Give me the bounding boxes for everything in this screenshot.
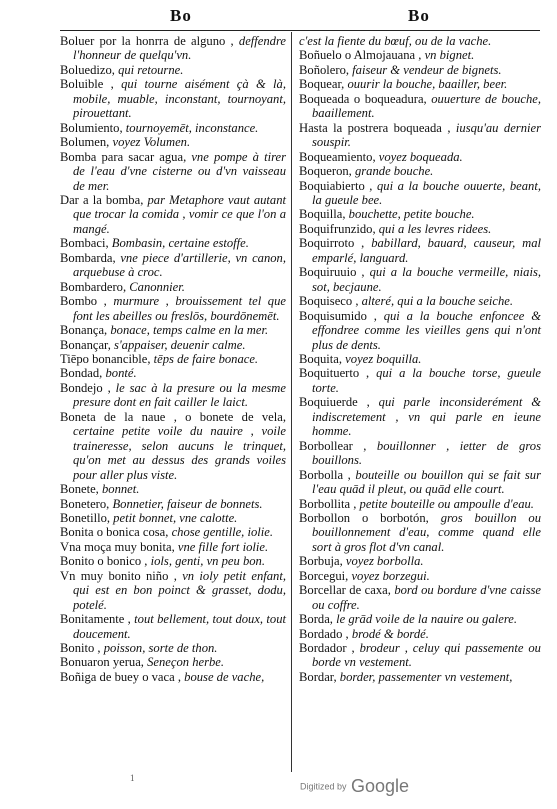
entry-definition: vne pompe à tirer de l'eau d'vne cisterne ou d'vn vaisseau de mer. <box>73 149 290 193</box>
entry-definition: tournoyemēt, inconstance. <box>122 120 259 135</box>
dictionary-entry <box>60 568 290 612</box>
entry-headword: Bordador , <box>299 641 355 656</box>
dictionary-entry <box>299 294 541 308</box>
entry-headword: Borbolla , <box>299 467 351 482</box>
entry-headword: Borbuja, <box>299 554 343 569</box>
entry-definition: alteré, qui a la bouche seiche. <box>358 294 514 309</box>
entry-headword: Vna moça muy bonita, <box>60 539 175 554</box>
entry-definition: vn bignet. <box>421 48 475 63</box>
dictionary-entry <box>60 63 286 77</box>
entry-headword: Bomba para sacar agua, <box>60 149 187 164</box>
entry-headword: Boqueada o boqueadura, <box>299 91 427 106</box>
dictionary-entry <box>299 554 541 568</box>
signature-mark: 1 <box>130 773 135 783</box>
entry-headword: Boquiruuio , <box>299 265 365 280</box>
dictionary-entry <box>299 366 545 395</box>
entry-headword: Boquiuerde , <box>299 395 370 410</box>
entry-definition: qui tourne aisément çà & là, mobile, muable, inconstant, tournoyant, pirouettant. <box>73 77 290 121</box>
entry-definition: le sac à la presure ou la mesme presure dont en fait cailler le laict. <box>73 380 290 410</box>
entry-headword: Bombaci, <box>60 236 109 251</box>
entry-headword: Bonança, <box>60 323 108 338</box>
entry-definition: deffendre l'honneur de quelqu'vn. <box>73 34 290 63</box>
entry-definition: voyez borbolla. <box>342 554 424 569</box>
entry-definition: certaine petite voile du nauire , voile traineresse, selon aucuns le trinquet, qu'on met au dessus des grands voiles pour aller plus viste. <box>73 409 290 482</box>
entry-headword: Bordar, <box>299 669 337 684</box>
dictionary-entry <box>299 641 545 670</box>
entry-definition: bonté. <box>102 366 137 381</box>
entry-headword: Boquisumido , <box>299 308 377 323</box>
entry-definition: bouchette, petite bouche. <box>345 207 475 222</box>
entry-definition: bonnet. <box>98 482 140 497</box>
dictionary-entry <box>60 280 286 294</box>
entry-definition: Bombasin, certaine estoffe. <box>108 236 249 251</box>
entry-definition: poisson, sorte de thon. <box>100 641 218 656</box>
entry-definition: vne fille fort iolie. <box>174 539 269 554</box>
dictionary-entry <box>60 409 290 482</box>
entry-headword: Tiēpo bonancible, <box>60 351 151 366</box>
right-column <box>299 34 545 684</box>
dictionary-entry <box>299 48 541 62</box>
dictionary-entry <box>299 308 545 352</box>
dictionary-entry <box>299 63 541 77</box>
dictionary-entry <box>299 438 545 468</box>
entry-definition: Bonnetier, faiseur de bonnets. <box>109 496 263 511</box>
entry-headword: Bonuaron yerua, <box>60 655 144 670</box>
dictionary-entry <box>60 323 286 337</box>
entry-headword: Vn muy bonito niño , <box>60 568 177 583</box>
dictionary-entry <box>299 150 541 164</box>
left-column <box>60 34 290 684</box>
dictionary-entry <box>60 192 290 236</box>
dictionary-entry <box>60 294 290 323</box>
dictionary-entry <box>299 178 545 208</box>
dictionary-entry <box>299 236 545 265</box>
entry-headword: Boqueamiento, <box>299 149 376 164</box>
entry-definition: brodé & bordé. <box>348 626 429 641</box>
dictionary-entry <box>60 497 286 511</box>
entry-definition: grande bouche. <box>351 164 434 179</box>
entry-headword: Boñolero, <box>299 62 350 77</box>
dictionary-entry <box>60 482 286 496</box>
entry-definition: qui parle inconsiderément & indiscretement , vn qui parle en ieune homme. <box>312 395 545 439</box>
running-head-right: Bo <box>408 6 430 25</box>
entry-definition: vne piece d'artillerie, vn canon, arquebuse à croc. <box>73 250 290 280</box>
dictionary-entry <box>60 250 290 280</box>
entry-headword: Bonito o bonico , <box>60 554 148 569</box>
dictionary-entry <box>299 569 541 583</box>
entry-definition: bouteille ou bouillon qui se fait sur l'eau quād il pleut, ou quād elle court. <box>312 467 545 497</box>
entry-definition: faiseur & vendeur de bignets. <box>349 62 502 77</box>
entry-definition: le grād voile de la nauire ou galere. <box>332 612 518 627</box>
dictionary-entry <box>60 511 286 525</box>
dictionary-entry <box>299 207 541 221</box>
entry-definition: qui a la bouche torse, gueule torte. <box>312 366 545 395</box>
entry-definition: iusqu'au dernier souspir. <box>312 120 545 150</box>
dictionary-entry <box>60 149 290 193</box>
entry-headword: Dar a la bomba, <box>60 192 144 207</box>
entry-definition: qui a la bouche enfoncee & effondree comme les vieilles gens qui n'ont plus de dents. <box>312 308 545 352</box>
entry-definition: bord ou bordure d'vne caisse ou coffre. <box>312 583 545 612</box>
entry-headword: Borcellar de caxa, <box>299 583 391 598</box>
entry-definition: bonace, temps calme en la mer. <box>107 323 269 338</box>
entry-headword: Bolumiento, <box>60 120 123 135</box>
entry-headword: Bondejo , <box>60 380 111 395</box>
entry-definition: Seneçon herbe. <box>143 655 225 670</box>
dictionary-entry <box>299 583 545 612</box>
entry-definition: voyez Volumen. <box>109 135 191 150</box>
dictionary-entry <box>60 655 286 669</box>
entry-definition: par Metaphore vaut autant que trocar la comida , vomir ce que l'on a mangé. <box>73 192 290 236</box>
entry-definition: bouse de vache, <box>181 669 265 684</box>
entry-definition: brodeur , celuy qui passemente ou borde vn vestement. <box>312 641 545 670</box>
entry-definition: petite bouteille ou ampoulle d'eau. <box>356 496 534 511</box>
entry-headword: Boqueron, <box>299 164 352 179</box>
entry-headword: Boquirroto , <box>299 236 365 251</box>
entry-headword: Boquifrunzido, <box>299 221 376 236</box>
entry-headword: Borbollon o borbotón, <box>299 510 429 525</box>
dictionary-entry <box>299 120 545 150</box>
entry-headword: Bombardero, <box>60 279 127 294</box>
entry-headword: Bonete, <box>60 482 99 497</box>
entry-headword: Boñuelo o Almojauana , <box>299 48 422 63</box>
entry-headword: Boneta de la naue , o bonete de vela, <box>60 409 286 424</box>
dictionary-entry <box>60 77 290 121</box>
entry-definition: gros bouillon ou bouillonnement d'eau, comme quand elle sort à gros flot d'vn canal. <box>312 510 545 554</box>
entry-headword: Bordado , <box>299 626 349 641</box>
entry-definition: c'est la fiente du bœuf, ou de la vache. <box>299 34 492 48</box>
entry-headword: Boquiseco , <box>299 294 359 309</box>
entry-definition: voyez borzegui. <box>348 568 430 583</box>
entry-definition: iols, genti, vn peu bon. <box>147 554 265 569</box>
entry-definition: voyez boquilla. <box>342 351 422 366</box>
entry-definition: Canonnier. <box>126 279 185 294</box>
dictionary-entry <box>299 222 541 236</box>
dictionary-entry <box>60 380 290 410</box>
dictionary-entry <box>60 236 286 250</box>
dictionary-entry <box>60 641 286 655</box>
entry-definition: qui a la bouche ouuerte, beant, la gueule bee. <box>312 178 545 207</box>
dictionary-entry <box>299 352 541 366</box>
dictionary-entry <box>60 670 286 684</box>
dictionary-entry <box>60 366 286 380</box>
entry-headword: Boquituerto , <box>299 366 370 381</box>
entry-definition: ouuerture de bouche, baaillement. <box>312 91 545 121</box>
entry-headword: Boquita, <box>299 351 343 366</box>
column-divider <box>291 32 292 772</box>
digitized-watermark <box>300 776 409 797</box>
entry-headword: Boluedizo, <box>60 62 115 77</box>
dictionary-entry <box>299 265 545 294</box>
dictionary-entry <box>60 525 286 539</box>
entry-definition: qui retourne. <box>114 62 184 77</box>
dictionary-entry <box>60 121 286 135</box>
entry-headword: Boquilla, <box>299 207 346 222</box>
entry-definition: tēps de faire bonace. <box>150 351 259 366</box>
entry-headword: Bombarda, <box>60 250 116 265</box>
google-logo: Google <box>350 776 410 796</box>
entry-headword: Boquear, <box>299 77 345 92</box>
entry-definition: border, passementer vn vestement, <box>336 669 513 684</box>
dictionary-entry <box>299 670 541 684</box>
entry-definition: qui a la bouche vermeille, niais, sot, becjaune. <box>312 265 545 294</box>
dictionary-entry <box>299 34 541 48</box>
entry-headword: Boquiabierto , <box>299 178 373 193</box>
entry-definition: babillard, bauard, causeur, mal emparlé, languard. <box>312 236 545 265</box>
entry-headword: Bonito , <box>60 641 101 656</box>
entry-headword: Borbollear , <box>299 438 367 453</box>
entry-definition: vn ioly petit enfant, qui est en bon poinct & grasset, dodu, potelé. <box>73 568 290 612</box>
dictionary-entry <box>299 497 541 511</box>
dictionary-entry <box>60 352 286 366</box>
dictionary-entry <box>60 554 286 568</box>
entry-definition: s'appaiser, deuenir calme. <box>110 337 246 352</box>
entry-definition: bouillonner , ietter de gros bouillons. <box>312 438 545 468</box>
entry-definition: ouurir la bouche, baailler, beer. <box>344 77 508 92</box>
entry-headword: Borbollita , <box>299 496 357 511</box>
dictionary-entry <box>60 338 286 352</box>
entry-headword: Bolumen, <box>60 135 110 150</box>
digitized-by-label: Digitized by <box>300 781 347 792</box>
running-head-left: Bo <box>170 6 192 25</box>
entry-headword: Bonetillo, <box>60 510 111 525</box>
entry-headword: Hasta la postrera boqueada , <box>299 120 451 135</box>
entry-headword: Boñiga de buey o vaca , <box>60 669 181 684</box>
entry-headword: Bonançar, <box>60 337 111 352</box>
entry-headword: Borcegui, <box>299 568 349 583</box>
entry-headword: Borda, <box>299 612 333 627</box>
dictionary-entry <box>299 510 545 554</box>
entry-headword: Bondad, <box>60 366 103 381</box>
dictionary-entry <box>60 34 290 63</box>
entry-headword: Bonita o bonica cosa, <box>60 525 169 540</box>
dictionary-entry <box>299 91 545 121</box>
entry-definition: voyez boqueada. <box>375 149 463 164</box>
entry-definition: chose gentille, iolie. <box>168 525 273 540</box>
entry-definition: murmure , brouissement tel que font les abeilles ou freslōs, bourdōnemēt. <box>73 294 290 323</box>
entry-headword: Boluer por la honrra de alguno , <box>60 34 234 48</box>
dictionary-entry <box>60 135 286 149</box>
dictionary-entry <box>299 612 541 626</box>
entry-headword: Bonetero, <box>60 496 110 511</box>
dictionary-entry <box>60 540 286 554</box>
dictionary-entry <box>299 627 541 641</box>
entry-headword: Bombo , <box>60 294 107 309</box>
entry-definition: qui a les levres ridees. <box>375 221 492 236</box>
header-rule <box>60 30 540 31</box>
entry-headword: Boluible , <box>60 77 114 92</box>
dictionary-entry <box>299 164 541 178</box>
dictionary-entry <box>299 467 545 497</box>
entry-definition: tout bellement, tout doux, tout doucement. <box>73 612 290 641</box>
dictionary-entry <box>299 395 545 439</box>
dictionary-entry <box>299 77 541 91</box>
entry-definition: petit bonnet, vne calotte. <box>110 510 238 525</box>
entry-headword: Bonitamente , <box>60 612 131 627</box>
dictionary-entry <box>60 612 290 641</box>
